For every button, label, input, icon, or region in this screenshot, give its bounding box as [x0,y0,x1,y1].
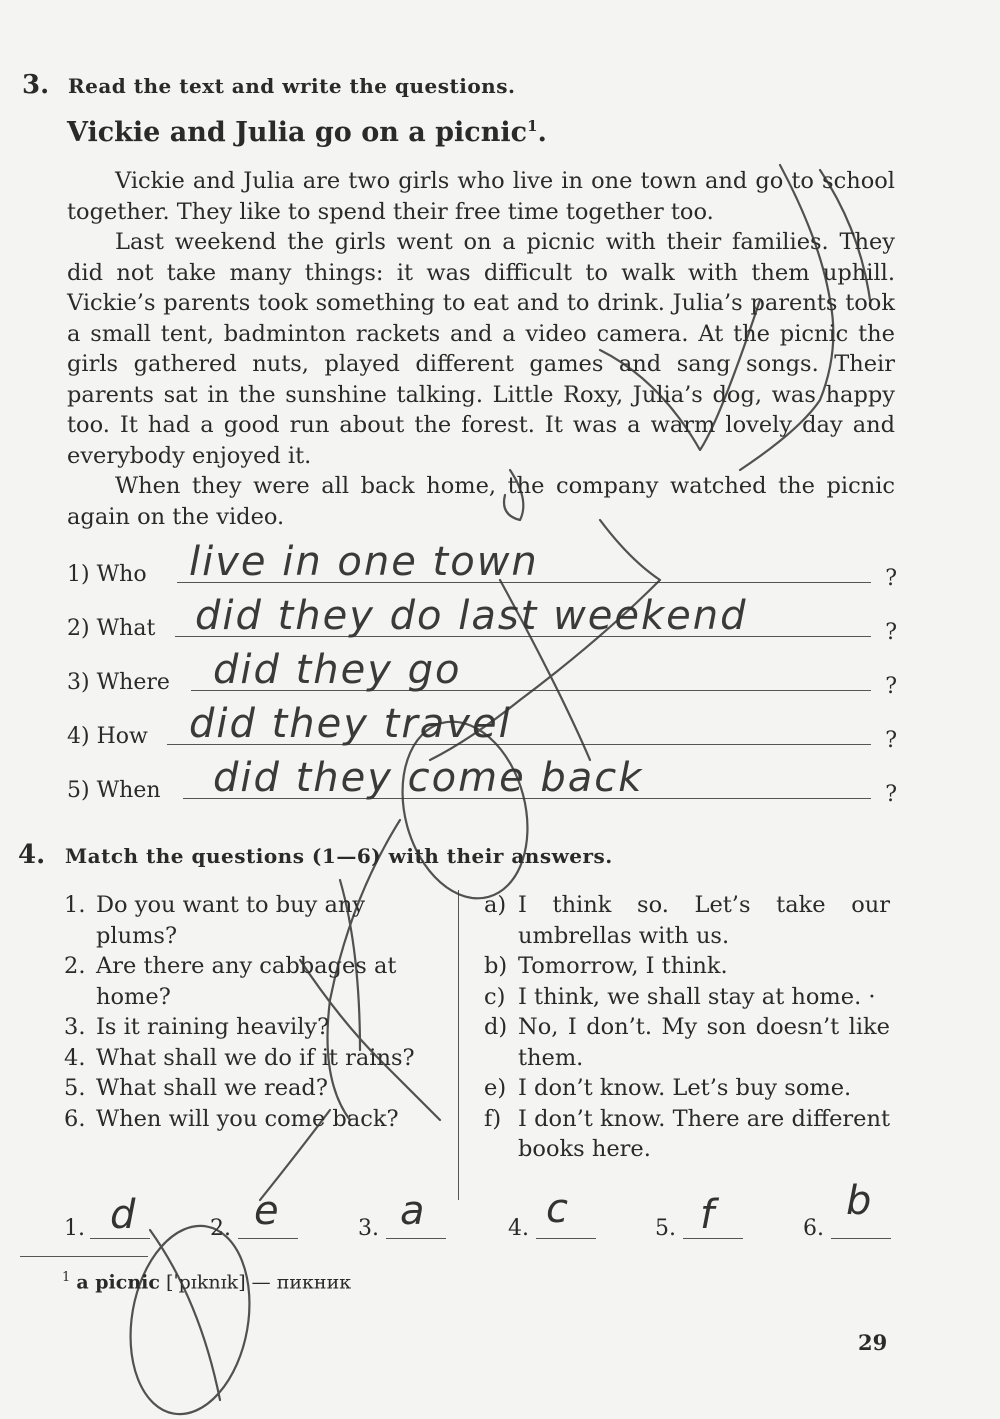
match-number: 1. [64,1216,85,1241]
list-item [64,1043,432,1074]
exercise-4-instruction: Match the questions (1—6) with their answers. [65,844,613,868]
exercise-4-number: 4. [18,840,46,870]
item-text: Tomorrow, I think. [518,953,728,979]
match-line [90,1238,150,1239]
footnote-dash: — [251,1271,271,1294]
footnote [62,1270,351,1293]
question-mark: ? [885,728,897,753]
footnote-translation: пикник [276,1271,352,1294]
signature-loop [116,1216,263,1419]
list-item [484,890,890,951]
match-line [238,1238,298,1239]
story-title-footnote-mark: 1 [527,117,538,135]
handwritten-answer: did they come back [213,755,644,801]
question-row [67,539,897,591]
match-line [536,1238,596,1239]
question-label: 4) How [67,724,148,749]
list-item [64,1104,432,1135]
list-item [64,951,432,1012]
list-item [484,1012,890,1073]
item-letter: b) [484,953,508,979]
question-label: 3) Where [67,670,170,695]
match-letter: c [546,1186,568,1232]
item-number: 3. [64,1014,86,1040]
question-mark: ? [885,782,897,807]
answers-column [484,890,890,1165]
handwritten-answer: did they do last weekend [195,593,748,639]
match-line [683,1238,743,1239]
match-number: 6. [803,1216,824,1241]
item-number: 4. [64,1044,86,1071]
signature-stroke [150,1230,220,1400]
item-number: 2. [64,953,86,979]
story-title-end: . [537,117,547,148]
question-mark: ? [885,620,897,645]
list-item [484,951,890,982]
footnote-mark: 1 [62,1270,71,1285]
match-number: 2. [210,1216,231,1241]
handwritten-answer: did they go [213,647,462,693]
item-number: 1. [64,892,86,918]
footnote-transcription: [ˈpɪknɪk] [165,1271,246,1294]
question-row [67,701,897,753]
item-letter: a) [484,892,507,918]
question-row [67,593,897,645]
item-letter: e) [484,1075,507,1101]
list-item [484,1104,890,1165]
item-number: 6. [64,1105,86,1132]
match-line [386,1238,446,1239]
item-text: I think so. Let’s take our umbrellas with us. [518,892,890,949]
list-item [484,982,890,1013]
match-letter: b [846,1178,872,1224]
footnote-divider [20,1256,148,1257]
questions-column [64,890,432,1134]
story-paragraph: Last weekend the girls went on a picnic with their families. They did not take many things: it was difficult to walk with them uphill. Vickie’s parents took something to eat and to drink. Julia’s parents took a small tent, badminton rackets and a video camera. At the picnic the girls gathered nuts, played different games and sang songs. Their parents sat in the sunshine talking. Little Roxy, Julia’s dog, was happy too. It had a good run about the forest. It was a warm lovely day and everybody enjoyed it. [67,229,895,469]
match-number: 3. [358,1216,379,1241]
list-item [64,890,432,951]
item-text: Is it raining heavily? [96,1014,330,1040]
question-mark: ? [885,674,897,699]
item-text: When will you come back? [96,1105,399,1132]
item-text: I don’t know. Let’s buy some. [518,1075,852,1101]
match-letter: f [700,1192,715,1238]
exercise-3-instruction: Read the text and write the questions. [68,74,516,98]
item-text: What shall we read? [96,1075,328,1101]
question-row [67,647,897,699]
list-item [64,1012,432,1043]
handwritten-answer: did they travel [189,701,512,747]
story-paragraph: When they were all back home, the company watched the picnic again on the video. [67,473,895,530]
list-item [484,1073,890,1104]
question-label: 1) Who [67,562,147,587]
item-letter: d) [484,1014,508,1040]
handwritten-answer: live in one town [189,539,539,585]
match-number: 4. [508,1216,529,1241]
item-text: No, I don’t. My son doesn’t like them. [518,1014,890,1071]
item-text: I think, we shall stay at home. · [518,983,876,1010]
item-number: 5. [64,1075,86,1101]
item-text: I don’t know. There are different books here. [518,1105,890,1162]
match-letter: e [254,1188,279,1234]
match-line [831,1238,891,1239]
question-mark: ? [885,566,897,591]
column-divider [458,890,459,1200]
item-letter: f) [484,1105,502,1132]
match-letter: a [400,1188,425,1234]
item-letter: c) [484,983,506,1010]
footnote-term: a picnic [76,1271,160,1294]
exercise-3-number: 3. [22,70,50,100]
item-text: What shall we do if it rains? [96,1044,415,1071]
item-text: Are there any cabbages at home? [96,953,397,1010]
match-number: 5. [655,1216,676,1241]
question-row [67,755,897,807]
list-item [64,1073,432,1104]
story-title-text: Vickie and Julia go on a picnic [67,117,528,148]
story-paragraph: Vickie and Julia are two girls who live in one town and go to school together. They like to spend their free time together too. [67,168,895,225]
question-label: 5) When [67,778,161,803]
story-text [67,166,895,532]
match-letter: d [110,1192,136,1238]
story-title [67,117,547,148]
question-label: 2) What [67,616,156,641]
page-number: 29 [858,1330,888,1355]
item-text: Do you want to buy any plums? [96,892,366,949]
